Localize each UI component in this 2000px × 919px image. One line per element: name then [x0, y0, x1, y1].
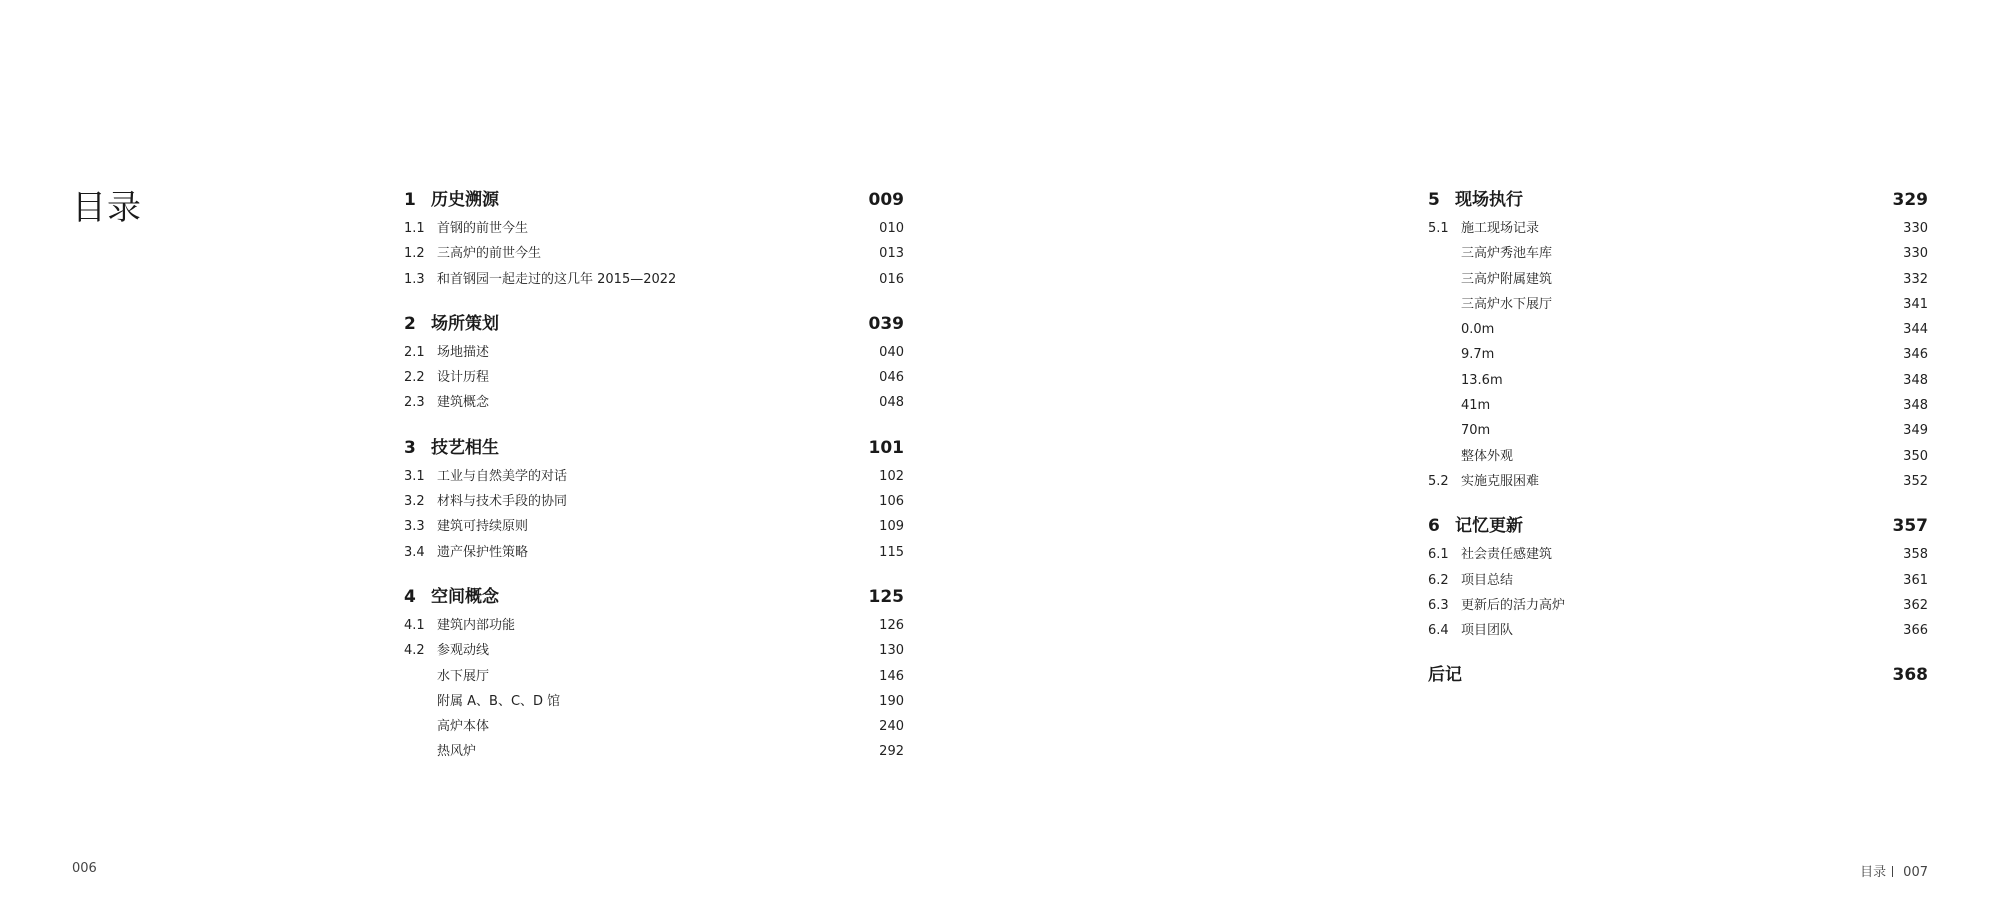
chapter-heading: [404, 582, 499, 607]
entry-number: 1.3: [404, 271, 425, 287]
entry-label: 参观动线: [437, 643, 490, 659]
toc-chapter[interactable]: [404, 185, 904, 210]
entry-page: 190: [879, 693, 904, 709]
page-number-right-value: 007: [1903, 865, 1928, 880]
chapter-title: 技艺相生: [431, 437, 499, 458]
entry-number: 1.2: [404, 246, 425, 262]
toc-entry[interactable]: [404, 613, 904, 638]
entry-label: 0.0m: [1461, 322, 1495, 338]
entry-page: 348: [1903, 372, 1928, 388]
entry-number: 6.4: [1428, 623, 1449, 639]
entry-page: 106: [879, 494, 904, 510]
entry-label: 项目总结: [1461, 572, 1514, 588]
entry-number: 2.1: [404, 344, 425, 360]
entry-number: 6.2: [1428, 572, 1449, 588]
entry-heading: [404, 340, 489, 365]
entry-label: 高炉本体: [437, 719, 490, 735]
entry-label: 社会责任感建筑: [1461, 547, 1553, 563]
chapter-page: 009: [868, 190, 904, 210]
chapter-heading: [1428, 185, 1523, 210]
entry-label: 三高炉的前世今生: [437, 246, 542, 262]
entry-label: 热风炉: [437, 744, 477, 760]
entry-page: 346: [1903, 347, 1928, 363]
toc-entry[interactable]: [404, 365, 904, 390]
toc-entry[interactable]: [404, 638, 904, 663]
toc-entry[interactable]: [1428, 342, 1928, 367]
entry-page: 115: [879, 544, 904, 560]
entry-label: 工业与自然美学的对话: [437, 468, 568, 484]
entry-heading: [1428, 568, 1513, 593]
toc-left-column: [404, 185, 904, 765]
chapter-number: 2: [404, 313, 416, 334]
entry-label: 整体外观: [1461, 448, 1514, 464]
entry-page: 046: [879, 370, 904, 386]
toc-entry[interactable]: [1428, 418, 1928, 443]
entry-number: 4.2: [404, 643, 425, 659]
entry-label: 41m: [1461, 398, 1491, 414]
entry-label: 建筑内部功能: [437, 617, 516, 633]
chapter-page: 357: [1892, 516, 1928, 537]
entry-heading: [1428, 216, 1539, 241]
entry-number: 2.3: [404, 395, 425, 411]
toc-entry[interactable]: [1428, 241, 1928, 266]
toc-entry[interactable]: [404, 514, 904, 539]
entry-heading: [1428, 267, 1552, 292]
entry-number: 3.1: [404, 468, 425, 484]
entry-page: 330: [1903, 246, 1928, 262]
entry-label: 首钢的前世今生: [437, 221, 529, 236]
entry-label: 9.7m: [1461, 347, 1495, 363]
entry-number: 1.1: [404, 221, 425, 236]
entry-heading: [404, 514, 528, 539]
toc-entry[interactable]: [1428, 368, 1928, 393]
entry-number: 3.4: [404, 544, 425, 560]
toc-entry[interactable]: [404, 340, 904, 365]
entry-page: 332: [1903, 271, 1928, 287]
entry-label: 三高炉附属建筑: [1461, 271, 1553, 287]
entry-page: 040: [879, 344, 904, 360]
toc-chapter[interactable]: [404, 309, 904, 334]
entry-heading: [404, 613, 515, 638]
entry-label: 三高炉秀池车库: [1461, 246, 1553, 262]
entry-label: 附属 A、B、C、D 馆: [437, 693, 561, 709]
toc-chapter[interactable]: [404, 433, 904, 458]
entry-heading: [1428, 241, 1552, 266]
entry-page: 348: [1903, 398, 1928, 414]
entry-label: 遗产保护性策略: [437, 544, 529, 560]
entry-number: 5.2: [1428, 473, 1449, 489]
section-gap: [404, 292, 904, 309]
entry-page: 352: [1903, 473, 1928, 489]
entry-label: 设计历程: [437, 370, 490, 386]
toc-entry[interactable]: [404, 390, 904, 415]
entry-number: 6.1: [1428, 547, 1449, 563]
entry-label: 水下展厅: [437, 668, 490, 684]
toc-chapter[interactable]: [404, 582, 904, 607]
entry-number: 2.2: [404, 370, 425, 386]
entry-number: 5.1: [1428, 221, 1449, 236]
toc-entry[interactable]: [404, 489, 904, 514]
entry-heading: [1428, 342, 1494, 367]
entry-page: 130: [879, 643, 904, 659]
toc-entry[interactable]: [404, 664, 904, 689]
chapter-heading: [404, 309, 499, 334]
entry-page: 358: [1903, 547, 1928, 563]
chapter-title: 场所策划: [431, 313, 499, 334]
entry-heading: [404, 739, 476, 764]
toc-entry[interactable]: [404, 540, 904, 565]
entry-page: 330: [1903, 221, 1928, 236]
entry-label: 项目团队: [1461, 623, 1514, 639]
chapter-title: 记忆更新: [1455, 516, 1523, 537]
toc-entry[interactable]: [404, 216, 904, 241]
entry-number: 3.2: [404, 494, 425, 510]
entry-heading: [1428, 593, 1565, 618]
entry-label: 材料与技术手段的协同: [437, 494, 568, 510]
toc-entry[interactable]: [1428, 618, 1928, 643]
section-gap: [1428, 643, 1928, 660]
entry-label: 施工现场记录: [1461, 221, 1540, 236]
entry-heading: [1428, 393, 1490, 418]
entry-label: 建筑可持续原则: [437, 519, 529, 535]
entry-heading: [404, 216, 528, 241]
entry-heading: [404, 714, 489, 739]
toc-entry[interactable]: [1428, 542, 1928, 567]
entry-heading: [1428, 469, 1539, 494]
chapter-heading: [1428, 660, 1462, 685]
entry-page: 292: [879, 744, 904, 760]
toc-chapter[interactable]: [1428, 660, 1928, 686]
entry-page: 349: [1903, 423, 1928, 439]
chapter-title: 空间概念: [431, 586, 499, 607]
toc-entry[interactable]: [1428, 393, 1928, 418]
toc-entry[interactable]: [1428, 317, 1928, 342]
entry-number: 6.3: [1428, 597, 1449, 613]
chapter-number: 4: [404, 586, 416, 607]
entry-heading: [404, 540, 528, 565]
chapter-title: 现场执行: [1455, 190, 1523, 210]
entry-label: 实施克服困难: [1461, 473, 1540, 489]
entry-label: 70m: [1461, 423, 1491, 439]
toc-entry[interactable]: [1428, 593, 1928, 618]
toc-entry[interactable]: [1428, 267, 1928, 292]
entry-heading: [404, 638, 489, 663]
chapter-page: 039: [868, 313, 904, 334]
entry-heading: [404, 664, 489, 689]
entry-number: 4.1: [404, 617, 425, 633]
chapter-page: 368: [1892, 665, 1928, 686]
chapter-title: 历史溯源: [431, 190, 499, 210]
entry-heading: [1428, 368, 1503, 393]
chapter-number: 1: [404, 190, 416, 210]
entry-heading: [404, 464, 567, 489]
entry-page: 010: [879, 221, 904, 236]
entry-label: 更新后的活力高炉: [1461, 597, 1566, 613]
chapter-number: 6: [1428, 516, 1440, 537]
entry-page: 048: [879, 395, 904, 411]
section-gap: [404, 416, 904, 433]
entry-heading: [404, 267, 676, 292]
entry-label: 和首钢园一起走过的这几年 2015—2022: [437, 271, 677, 287]
toc-entry[interactable]: [404, 689, 904, 714]
toc-entry[interactable]: [1428, 469, 1928, 494]
entry-page: 240: [879, 719, 904, 735]
toc-entry[interactable]: [1428, 568, 1928, 593]
chapter-title: 后记: [1428, 665, 1462, 686]
entry-page: 366: [1903, 623, 1928, 639]
chapter-heading: [1428, 511, 1523, 536]
toc-entry[interactable]: [404, 739, 904, 764]
entry-heading: [404, 241, 541, 266]
page-title: 目录: [72, 188, 142, 228]
entry-page: 341: [1903, 296, 1928, 312]
chapter-heading: [404, 185, 499, 210]
toc-entry[interactable]: [1428, 292, 1928, 317]
toc-chapter[interactable]: [1428, 185, 1928, 210]
chapter-page: 329: [1892, 190, 1928, 210]
entry-heading: [1428, 618, 1513, 643]
toc-entry[interactable]: [404, 464, 904, 489]
entry-page: 016: [879, 271, 904, 287]
entry-heading: [1428, 542, 1552, 567]
toc-entry[interactable]: [404, 267, 904, 292]
chapter-heading: [404, 433, 499, 458]
entry-page: 013: [879, 246, 904, 262]
entry-heading: [1428, 317, 1494, 342]
page-number-right: [1860, 861, 1928, 880]
chapter-number: 3: [404, 437, 416, 458]
toc-entry[interactable]: [404, 241, 904, 266]
entry-page: 362: [1903, 597, 1928, 613]
entry-heading: [1428, 444, 1513, 469]
toc-chapter[interactable]: [1428, 511, 1928, 537]
entry-page: 126: [879, 617, 904, 633]
toc-entry[interactable]: [1428, 444, 1928, 469]
entry-heading: [404, 390, 489, 415]
entry-label: 建筑概念: [437, 395, 490, 411]
page-number-left: 006: [72, 861, 97, 876]
entry-heading: [404, 365, 489, 390]
toc-entry[interactable]: [1428, 216, 1928, 241]
toc-entry[interactable]: [404, 714, 904, 739]
entry-page: 350: [1903, 448, 1928, 464]
entry-page: 109: [879, 519, 904, 535]
folio-divider: [1892, 866, 1893, 877]
entry-heading: [404, 489, 567, 514]
toc-right-column: [1428, 185, 1928, 686]
entry-page: 344: [1903, 322, 1928, 338]
section-gap: [1428, 494, 1928, 511]
entry-heading: [1428, 292, 1552, 317]
entry-heading: [1428, 418, 1490, 443]
entry-page: 146: [879, 668, 904, 684]
entry-label: 13.6m: [1461, 372, 1503, 388]
entry-heading: [404, 689, 560, 714]
entry-page: 361: [1903, 572, 1928, 588]
entry-page: 102: [879, 468, 904, 484]
entry-number: 3.3: [404, 519, 425, 535]
chapter-page: 101: [868, 437, 904, 458]
entry-label: 三高炉水下展厅: [1461, 296, 1553, 312]
section-gap: [404, 565, 904, 582]
chapter-number: 5: [1428, 190, 1440, 210]
chapter-page: 125: [868, 586, 904, 607]
running-header-label: 目录: [1860, 865, 1887, 880]
entry-label: 场地描述: [437, 344, 490, 360]
